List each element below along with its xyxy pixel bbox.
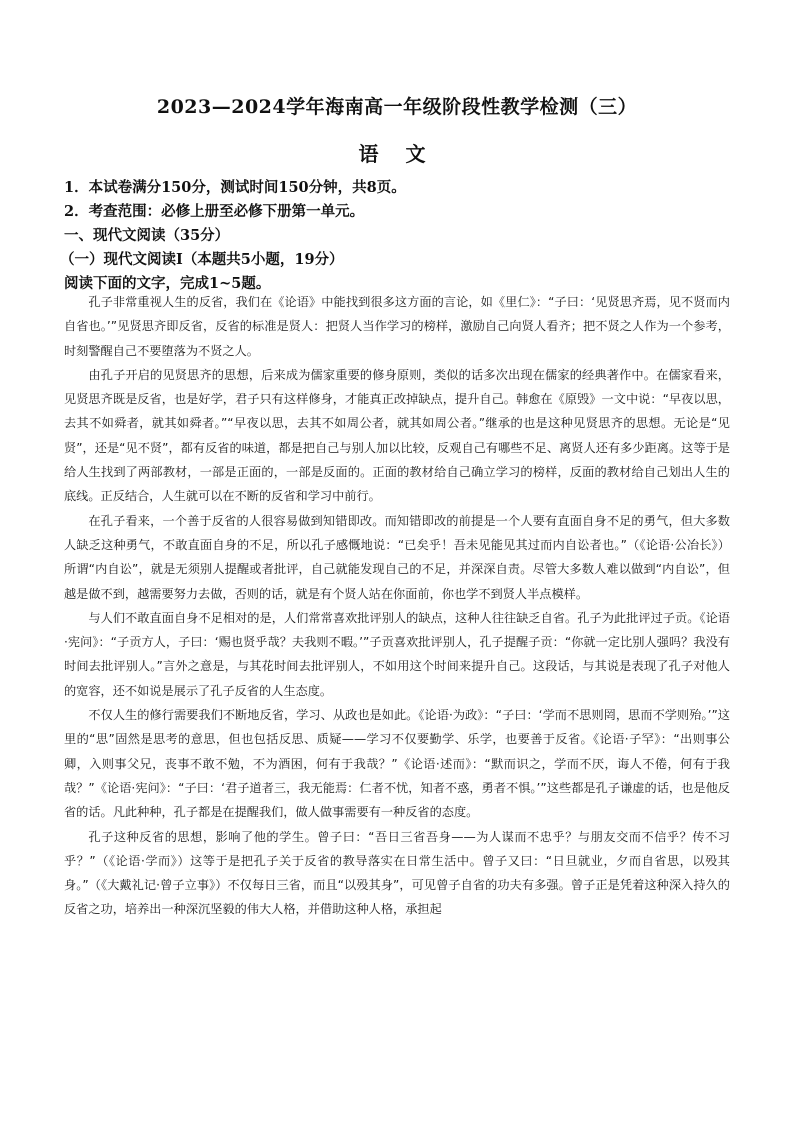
exam-title: 2023—2024学年海南高一年级阶段性教学检测（三） [156, 96, 638, 118]
subject-title: 语 文 [358, 142, 436, 166]
reading-instruction: 阅读下面的文字，完成1~5题。 [64, 275, 271, 292]
note-2: 2．考查范围：必修上册至必修下册第一单元。 [64, 203, 365, 220]
paragraph-6: 孔子这种反省的思想，影响了他的学生。曾子曰：“吾日三省吾身——为人谋而不忠乎？与朋友交而不信乎？传不习乎？”（《论语·学而》）这等于是把孔子关于反省的教导落实在日常生活中。曾子又曰：“日旦就业，夕而自省思，以殁其身。”（《大戴礼记·曾子立事》）不仅每日三省，而且“以殁其身”，可见曾子自省的功夫有多强。曾子正是凭着这种深入持久的反省之功，培养出一种深沉坚毅的伟大人格，并借助这种人格，承担起 [64, 829, 730, 917]
section-heading: 一、现代文阅读（35分） [64, 227, 230, 244]
paragraph-5: 不仅人生的修行需要我们不断地反省，学习、从政也是如此。《论语·为政》：“子曰：‘学而不思则罔，思而不学则殆。’”这里的“思”固然是思考的意思，但也包括反思、质疑——学习不仅要勤学、乐学，也要善于反省。《论语·子罕》：“出则事公卿，入则事父兄，丧事不敢不勉，不为酒困，何有于我哉？”《论语·述而》：“默而识之，学而不厌，诲人不倦，何有于我哉？”《论语·宪问》：“子曰：‘君子道者三，我无能焉：仁者不忧，知者不惑，勇者不惧。’”这些都是孔子谦虚的话，也是他反省的话。凡此种种，孔子都是在提醒我们，做人做事需要有一种反省的态度。 [64, 708, 730, 820]
section-subheading: （一）现代文阅读Ⅰ（本题共5小题，19分） [60, 251, 344, 268]
paragraph-3: 在孔子看来，一个善于反省的人很容易做到知错即改。而知错即改的前提是一个人要有直面自身不足的勇气，但大多数人缺乏这种勇气，不敢直面自身的不足，所以孔子感慨地说：“已矣乎！吾未见能见其过而内自讼者也。”（《论语·公冶长》）所谓“内自讼”，就是无须别人提醒或者批评，自己就能发现自己的不足，并深深自责。尽管大多数人难以做到“内自讼”，但越是做不到，越需要努力去做，否则的话，就是有个贤人站在你面前，你也学不到贤人半点模样。 [64, 513, 730, 601]
paragraph-4: 与人们不敢直面自身不足相对的是，人们常常喜欢批评别人的缺点，这种人往往缺乏自省。孔子为此批评过子贡。《论语·宪问》：“子贡方人，子曰：‘赐也贤乎哉？夫我则不暇。’”子贡喜欢批评别人，孔子提醒子贡：“你就一定比别人强吗？我没有时间去批评别人。”言外之意是，与其花时间去批评别人，不如用这个时间来提升自己。这段话，与其说是表现了孔子对他人的宽容，还不如说是展示了孔子反省的人生态度。 [64, 610, 730, 698]
note-1: 1．本试卷满分150分，测试时间150分钟，共8页。 [64, 179, 406, 196]
paragraph-1: 孔子非常重视人生的反省，我们在《论语》中能找到很多这方面的言论，如《里仁》：“子曰：‘见贤思齐焉，见不贤而内自省也。’”见贤思齐即反省，反省的标准是贤人：把贤人当作学习的榜样，激励自己向贤人看齐；把不贤之人作为一个参考，时刻警醒自己不要堕落为不贤之人。 [64, 295, 730, 358]
passage [64, 290, 730, 922]
paragraph-2: 由孔子开启的见贤思齐的思想，后来成为儒家重要的修身原则，类似的话多次出现在儒家的经典著作中。在儒家看来，见贤思齐既是反省，也是好学，君子只有这样修身，才能真正改掉缺点，提升自己。韩愈在《原毁》一文中说：“早夜以思，去其不如舜者，就其如舜者。”“早夜以思，去其不如周公者，就其如周公者。”继承的也是这种见贤思齐的思想。无论是“见贤”，还是“见不贤”，都有反省的味道，都是把自己与别人加以比较，反观自己有哪些不足、离贤人还有多少距离。这等于是给人生找到了两部教材，一部是正面的，一部是反面的。正面的教材给自己确立学习的榜样，反面的教材给自己划出人生的底线。正反结合，人生就可以在不断的反省和学习中前行。 [64, 367, 730, 504]
